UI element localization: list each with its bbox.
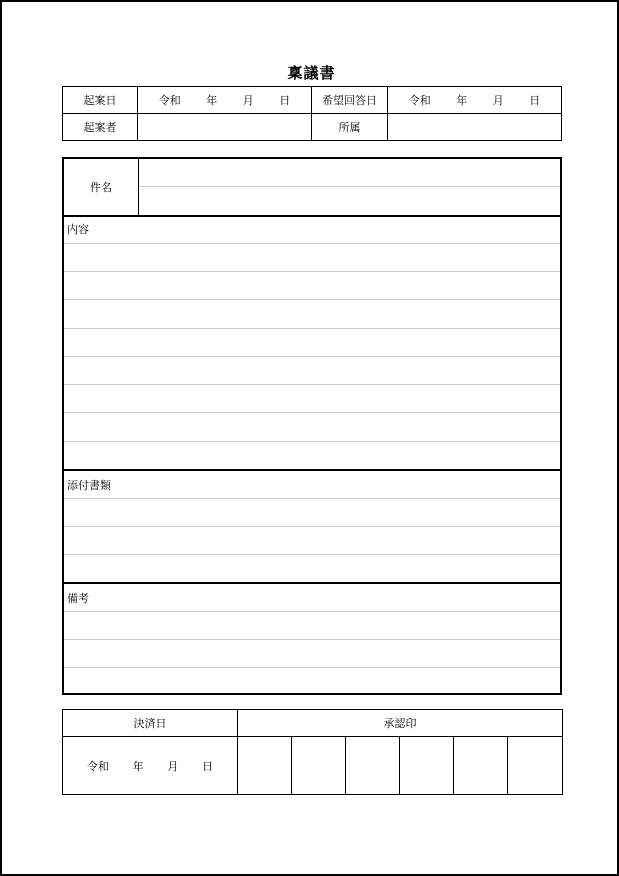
draft-date-era: 令和 <box>158 94 181 107</box>
seal-label: 承認印 <box>238 710 563 737</box>
remarks-label: 備考 <box>67 592 89 605</box>
subject-label: 件名 <box>64 159 139 215</box>
subject-rule <box>139 186 560 187</box>
reply-date-era: 令和 <box>408 94 431 107</box>
draft-date-label: 起案日 <box>63 87 138 114</box>
seal-box[interactable] <box>508 737 563 795</box>
drafter-label: 起案者 <box>63 114 138 141</box>
decision-date-era: 令和 <box>86 759 109 773</box>
reply-date-day: 日 <box>529 94 541 107</box>
draft-date-month: 月 <box>242 94 254 107</box>
draft-date-year: 年 <box>206 94 218 107</box>
seal-box[interactable] <box>454 737 508 795</box>
department-field[interactable] <box>388 114 562 141</box>
seal-box[interactable] <box>238 737 292 795</box>
reply-date-field[interactable] <box>388 87 562 114</box>
reply-date-month: 月 <box>492 94 504 107</box>
approval-table <box>62 709 563 795</box>
attachments-label: 添付書類 <box>67 479 111 492</box>
attachments-section[interactable] <box>64 469 560 582</box>
decision-date-year: 年 <box>132 759 144 773</box>
decision-date-label: 決済日 <box>63 710 238 737</box>
decision-date-day: 日 <box>202 759 214 773</box>
content-section[interactable] <box>64 215 560 469</box>
seal-box[interactable] <box>346 737 400 795</box>
decision-date-field[interactable] <box>63 737 238 795</box>
seal-box[interactable] <box>292 737 346 795</box>
document-title: 稟議書 <box>287 64 336 82</box>
content-label: 内容 <box>67 223 89 236</box>
subject-row <box>64 159 560 217</box>
draft-date-field[interactable] <box>138 87 312 114</box>
drafter-field[interactable] <box>138 114 312 141</box>
header-table <box>62 86 562 141</box>
draft-date-day: 日 <box>279 94 291 107</box>
seal-box[interactable] <box>400 737 454 795</box>
reply-date-label: 希望回答日 <box>312 87 388 114</box>
remarks-section[interactable] <box>64 582 560 693</box>
reply-date-year: 年 <box>456 94 468 107</box>
department-label: 所属 <box>312 114 388 141</box>
decision-date-month: 月 <box>167 759 179 773</box>
main-block <box>62 157 562 695</box>
